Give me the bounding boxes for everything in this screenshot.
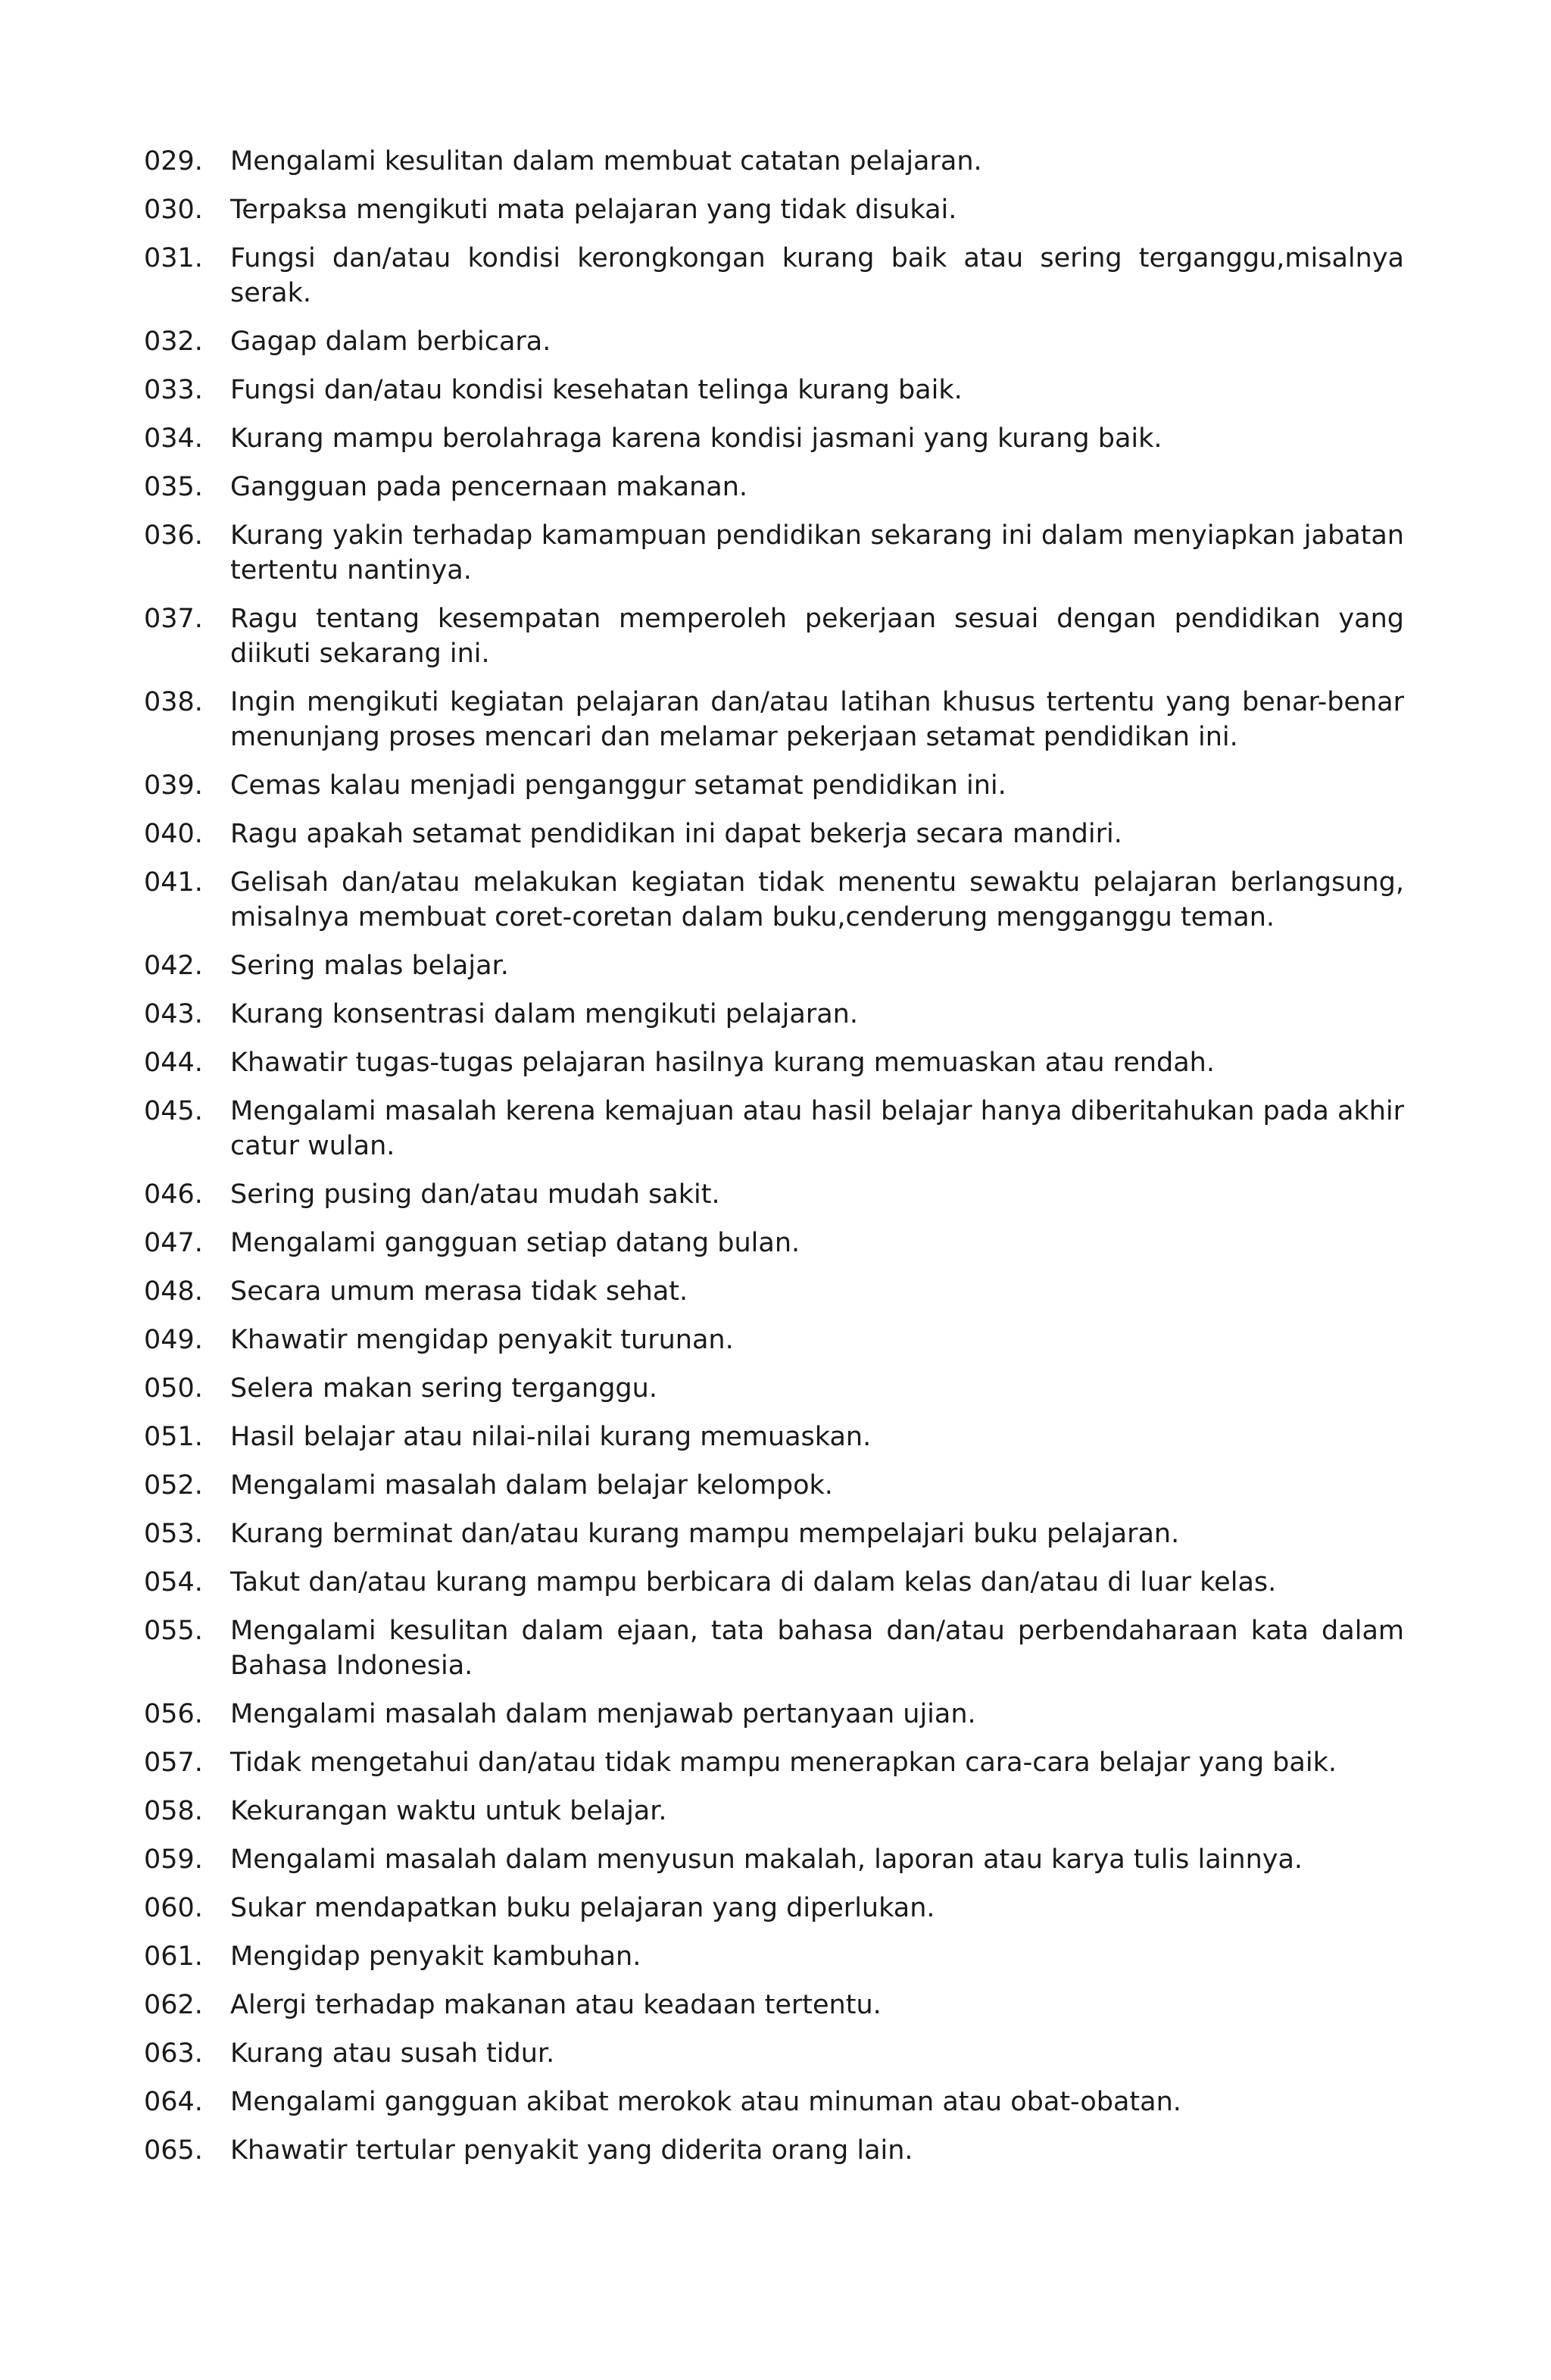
item-number: 044. <box>144 1048 203 1078</box>
item-text: Gagap dalam berbicara. <box>230 326 551 357</box>
item-text: Kurang mampu berolahraga karena kondisi jasmani yang kurang baik. <box>230 423 1162 454</box>
item-text: Mengalami masalah kerena kemajuan atau hasil belajar hanya diberitahukan pada akhir catur wulan. <box>230 1096 1404 1161</box>
item-number: 061. <box>144 1941 203 1972</box>
item-number: 037. <box>144 604 203 634</box>
list-item <box>144 948 1404 983</box>
item-number: 039. <box>144 770 203 801</box>
item-text: Sering malas belajar. <box>230 951 509 981</box>
item-number: 064. <box>144 2087 203 2117</box>
item-number: 054. <box>144 1567 203 1598</box>
item-number: 047. <box>144 1228 203 1258</box>
list-item <box>144 1274 1404 1309</box>
item-number: 056. <box>144 1699 203 1729</box>
item-text: Ragu tentang kesempatan memperoleh pekerjaan sesuai dengan pendidikan yang diikuti sekarang ini. <box>230 604 1404 669</box>
item-number: 033. <box>144 375 203 405</box>
item-number: 040. <box>144 819 203 849</box>
list-item <box>144 1613 1404 1683</box>
item-text: Mengalami gangguan akibat merokok atau minuman atau obat-obatan. <box>230 2087 1181 2117</box>
list-item <box>144 1323 1404 1357</box>
list-item <box>144 1891 1404 1926</box>
item-number: 031. <box>144 243 203 273</box>
list-item <box>144 2133 1404 2168</box>
item-text: Selera makan sering terganggu. <box>230 1373 657 1404</box>
list-item <box>144 1177 1404 1212</box>
list-item <box>144 192 1404 227</box>
list-item <box>144 1226 1404 1260</box>
item-text: Tidak mengetahui dan/atau tidak mampu menerapkan cara-cara belajar yang baik. <box>230 1748 1337 1778</box>
list-item <box>144 1794 1404 1829</box>
problem-checklist <box>144 144 1404 2182</box>
item-text: Fungsi dan/atau kondisi kerongkongan kurang baik atau sering terganggu,misalnya serak. <box>230 243 1404 308</box>
item-text: Mengalami gangguan setiap datang bulan. <box>230 1228 800 1258</box>
item-text: Kurang berminat dan/atau kurang mampu mempelajari buku pelajaran. <box>230 1519 1180 1549</box>
item-text: Kurang atau susah tidur. <box>230 2038 555 2069</box>
item-text: Sukar mendapatkan buku pelajaran yang diperlukan. <box>230 1893 935 1923</box>
list-item <box>144 1420 1404 1454</box>
list-item <box>144 518 1404 588</box>
item-text: Kekurangan waktu untuk belajar. <box>230 1796 667 1826</box>
item-text: Ragu apakah setamat pendidikan ini dapat bekerja secara mandiri. <box>230 819 1122 849</box>
item-number: 048. <box>144 1276 203 1307</box>
item-number: 043. <box>144 999 203 1029</box>
list-item <box>144 1745 1404 1780</box>
item-text: Khawatir tertular penyakit yang diderita orang lain. <box>230 2135 913 2166</box>
item-number: 045. <box>144 1096 203 1126</box>
item-text: Gelisah dan/atau melakukan kegiatan tidak menentu sewaktu pelajaran berlangsung, misalnya membuat coret-coretan dalam buku,cenderung mengganggu teman. <box>230 867 1404 932</box>
item-text: Kurang konsentrasi dalam mengikuti pelajaran. <box>230 999 858 1029</box>
item-number: 035. <box>144 472 203 502</box>
item-text: Khawatir tugas-tugas pelajaran hasilnya kurang memuaskan atau rendah. <box>230 1048 1215 1078</box>
list-item <box>144 1094 1404 1163</box>
list-item <box>144 1045 1404 1080</box>
list-item <box>144 1565 1404 1600</box>
item-text: Gangguan pada pencernaan makanan. <box>230 472 748 502</box>
item-text: Terpaksa mengikuti mata pelajaran yang tidak disukai. <box>230 195 957 225</box>
list-item <box>144 241 1404 311</box>
list-item <box>144 2085 1404 2119</box>
list-item <box>144 997 1404 1032</box>
item-text: Fungsi dan/atau kondisi kesehatan telinga kurang baik. <box>230 375 963 405</box>
item-number: 046. <box>144 1179 203 1210</box>
list-item <box>144 1468 1404 1503</box>
list-item <box>144 1371 1404 1406</box>
item-text: Mengalami kesulitan dalam ejaan, tata bahasa dan/atau perbendaharaan kata dalam Bahasa Indonesia. <box>230 1616 1404 1681</box>
list-item <box>144 865 1404 935</box>
list-item <box>144 2036 1404 2071</box>
item-number: 029. <box>144 146 203 176</box>
item-number: 038. <box>144 687 203 717</box>
item-text: Cemas kalau menjadi penganggur setamat pendidikan ini. <box>230 770 1006 801</box>
list-item <box>144 817 1404 851</box>
item-text: Alergi terhadap makanan atau keadaan tertentu. <box>230 1990 882 2020</box>
list-item <box>144 1988 1404 2022</box>
item-text: Khawatir mengidap penyakit turunan. <box>230 1325 734 1355</box>
item-number: 059. <box>144 1844 203 1875</box>
list-item <box>144 373 1404 408</box>
item-number: 049. <box>144 1325 203 1355</box>
item-text: Mengalami masalah dalam menyusun makalah, laporan atau karya tulis lainnya. <box>230 1844 1303 1875</box>
item-text: Mengidap penyakit kambuhan. <box>230 1941 641 1972</box>
list-item <box>144 1842 1404 1877</box>
item-number: 042. <box>144 951 203 981</box>
item-number: 053. <box>144 1519 203 1549</box>
item-number: 034. <box>144 423 203 454</box>
list-item <box>144 1939 1404 1974</box>
item-text: Secara umum merasa tidak sehat. <box>230 1276 688 1307</box>
list-item <box>144 768 1404 803</box>
item-number: 032. <box>144 326 203 357</box>
list-item <box>144 601 1404 671</box>
list-item <box>144 1516 1404 1551</box>
item-text: Mengalami masalah dalam belajar kelompok. <box>230 1470 833 1501</box>
item-number: 060. <box>144 1893 203 1923</box>
list-item <box>144 421 1404 456</box>
item-number: 051. <box>144 1422 203 1452</box>
item-number: 055. <box>144 1616 203 1646</box>
item-text: Mengalami masalah dalam menjawab pertanyaan ujian. <box>230 1699 976 1729</box>
item-number: 036. <box>144 520 203 551</box>
item-number: 057. <box>144 1748 203 1778</box>
list-item <box>144 144 1404 179</box>
item-text: Sering pusing dan/atau mudah sakit. <box>230 1179 720 1210</box>
item-number: 030. <box>144 195 203 225</box>
list-item <box>144 324 1404 359</box>
item-number: 065. <box>144 2135 203 2166</box>
list-item <box>144 470 1404 504</box>
list-item <box>144 685 1404 754</box>
item-text: Ingin mengikuti kegiatan pelajaran dan/atau latihan khusus tertentu yang benar-benar menunjang proses mencari dan melamar pekerjaan setamat pendidikan ini. <box>230 687 1404 752</box>
item-text: Kurang yakin terhadap kamampuan pendidikan sekarang ini dalam menyiapkan jabatan tertentu nantinya. <box>230 520 1404 586</box>
item-number: 062. <box>144 1990 203 2020</box>
item-text: Mengalami kesulitan dalam membuat catatan pelajaran. <box>230 146 982 176</box>
item-number: 063. <box>144 2038 203 2069</box>
list-item <box>144 1697 1404 1732</box>
item-text: Takut dan/atau kurang mampu berbicara di dalam kelas dan/atau di luar kelas. <box>230 1567 1277 1598</box>
item-number: 052. <box>144 1470 203 1501</box>
item-number: 058. <box>144 1796 203 1826</box>
item-text: Hasil belajar atau nilai-nilai kurang memuaskan. <box>230 1422 872 1452</box>
item-number: 041. <box>144 867 203 898</box>
item-number: 050. <box>144 1373 203 1404</box>
